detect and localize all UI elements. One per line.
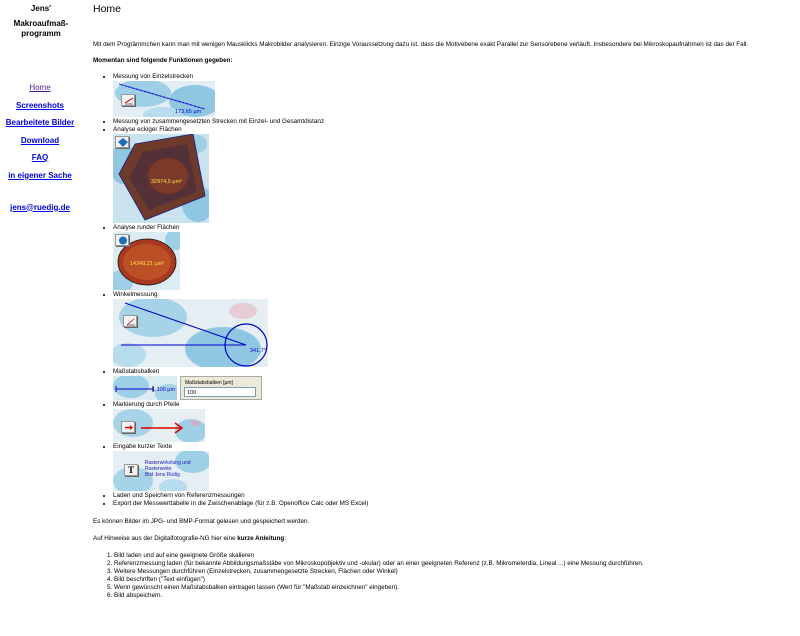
nav-link-bearbeitete-bilder[interactable]: Bearbeitete Bilder bbox=[5, 118, 75, 127]
screenshot-arrow bbox=[113, 409, 205, 442]
steps-list bbox=[93, 552, 793, 600]
text-sample-line: Bild Jens Rüdig bbox=[145, 472, 180, 478]
screenshot-angle bbox=[113, 299, 268, 367]
list-item bbox=[113, 500, 793, 508]
nav-link-faq[interactable]: FAQ bbox=[31, 153, 49, 162]
list-item: 6. Bild abspeichern. bbox=[114, 592, 793, 600]
screenshot-round-area bbox=[113, 232, 180, 290]
main-content bbox=[93, 0, 793, 600]
angle-tool-icon bbox=[123, 315, 137, 327]
email-link[interactable]: jens@ruedig.de bbox=[10, 202, 70, 212]
feature-label: Messung von zusammengesetzten Strecken mit Einzel- und Gesamtdistanz bbox=[113, 118, 325, 125]
screenshot-angular-area bbox=[113, 134, 209, 223]
list-item: 2. Referenzmessung laden (für bekannte Abbildungsmaßstäbe von Mikroskopobjektiv und -okular) oder an einer geeigneten Referenz (z.B. Mikrometerdia, Lineal ...) eine Messung durchführen. bbox=[114, 560, 793, 568]
sidebar bbox=[0, 0, 80, 636]
round-area-label: 14249,21 µm² bbox=[130, 261, 165, 267]
guide-intro-prefix: Auf Hinweise aus der Digitalfotografie-NG hier eine bbox=[93, 535, 238, 542]
scalebar-value-field[interactable] bbox=[184, 387, 256, 397]
distance-label: 173,65 µm bbox=[175, 109, 202, 115]
feature-label: Messung von Einzelstrecken bbox=[113, 73, 194, 80]
scalebar-value: 100 bbox=[187, 390, 197, 396]
scalebar-label: 1,100 µm bbox=[152, 387, 176, 393]
scalebar-screens bbox=[113, 376, 793, 400]
feature-label: Markierung durch Pfeile bbox=[113, 401, 180, 408]
distance-tool-icon bbox=[121, 94, 135, 106]
text-tool-letter: T bbox=[127, 465, 134, 475]
text-sample-line: Rasterweite bbox=[145, 466, 172, 472]
feature-label: Analyse runder Flächen bbox=[113, 224, 180, 231]
arrow-tool-icon bbox=[121, 421, 135, 433]
list-item: 3. Weitere Messungen durchführen (Einzelstrecken, zusammengesetzte Strecken, Flächen oder Winkel) bbox=[114, 568, 793, 576]
site-title-line2: Makroaufmaß- programm bbox=[13, 19, 69, 38]
guide-intro bbox=[93, 535, 793, 543]
text-sample-line: Rasterwirkelung und bbox=[145, 460, 191, 466]
nav-link-download[interactable]: Download bbox=[20, 135, 60, 145]
angle-label: 341,7° bbox=[250, 348, 266, 354]
list-item bbox=[113, 291, 793, 367]
list-item bbox=[113, 118, 793, 126]
angular-area-label: 32974,5 µm² bbox=[151, 179, 182, 185]
scalebar-dialog bbox=[180, 376, 262, 400]
features-list bbox=[93, 73, 793, 508]
guide-intro-bold: kurze Anleitung bbox=[237, 535, 285, 542]
page-title: Home bbox=[93, 3, 122, 15]
list-item bbox=[113, 73, 793, 117]
feature-label: Maßstabsbalken bbox=[113, 368, 160, 375]
feature-label: Winkelmessung bbox=[113, 291, 158, 298]
screenshot-distance bbox=[113, 81, 215, 117]
screenshot-text bbox=[113, 451, 209, 491]
feature-label: Laden und Speichern von Referenzmessungen bbox=[113, 492, 245, 499]
site-title-line1: Jens' bbox=[30, 4, 52, 13]
list-item: 5. Wenn gewünscht einen Maßstabsbalken eintragen lassen (Wert für "Maßstab einzeichnen" eingeben). bbox=[114, 584, 793, 592]
list-item bbox=[113, 368, 793, 400]
screenshot-scalebar bbox=[113, 376, 177, 400]
circle-area-tool-icon bbox=[115, 234, 129, 246]
list-item bbox=[113, 443, 793, 491]
list-item bbox=[113, 224, 793, 290]
nav-link-screenshots[interactable]: Screenshots bbox=[15, 100, 65, 110]
feature-label: Export der Messwerttabelle in die Zwischenablage (für z.B. Openoffice Calc oder MS Excel) bbox=[113, 500, 369, 507]
formats-paragraph: Es können Bilder im JPG- und BMP-Format gelesen und gespeichert werden. bbox=[93, 518, 310, 525]
main-navigation bbox=[0, 83, 80, 213]
site-title bbox=[2, 4, 80, 39]
guide-intro-suffix: : bbox=[284, 535, 286, 542]
feature-label: Analyse eckiger Flächen bbox=[113, 126, 182, 133]
microscope-image bbox=[113, 299, 268, 367]
text-sample bbox=[145, 460, 191, 478]
nav-link-home[interactable]: Home bbox=[29, 83, 51, 92]
features-heading: Momentan sind folgende Funktionen gegeben: bbox=[93, 57, 233, 64]
nav-link-in-eigener-sache[interactable]: in eigener Sache bbox=[8, 170, 72, 180]
scalebar-dialog-title: Maßstabsbalken [µm] bbox=[185, 380, 233, 386]
polygon-area-tool-icon bbox=[115, 136, 129, 148]
text-tool-icon bbox=[124, 464, 138, 476]
intro-paragraph: Mit dem Progrämmchen kann man mit wenigen Mausklicks Makrobilder analysieren. Einzige Voraussetzung dazu ist, dass die Motivebene exakt Parallel zur Sensorebene verläuft. Insbesondere bei Mikroskopaufnahmen ist das der Fall. bbox=[93, 41, 749, 48]
list-item bbox=[113, 492, 793, 500]
list-item bbox=[113, 401, 793, 442]
list-item: 1. Bild laden und auf eine geeignete Größe skalieren bbox=[114, 552, 793, 560]
list-item bbox=[113, 126, 793, 223]
list-item: 4. Bild beschriften ("Text einfügen") bbox=[114, 576, 793, 584]
feature-label: Eingabe kurzer Texte bbox=[113, 443, 173, 450]
